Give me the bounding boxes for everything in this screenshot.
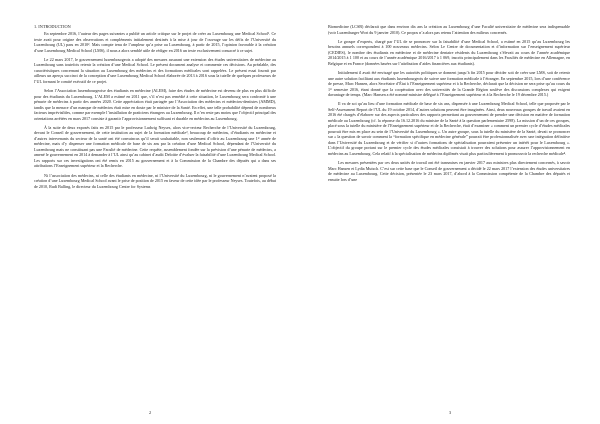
- paragraph: Ni l’association des médecins, ni celle des étudiants en médecine, ni l’Université du Luxembourg, ni le gouvernement n’avaient proposé la création d’une Luxembourg Medical School avant le prise de position de 2015 en faveur de cette idée par le professeur Neyses. Toutefois, au début de 2010, Rudi Balling, le directeur du Luxembourg Centre for Systems: [34, 172, 276, 189]
- paragraph: Il va de soi qu’au lieu d’une formation médicale de base de six ans, dispensée à une Luxembourg Medical School, telle que proposée par le Self-Assessment Report de l’UL du 19 octobre 2014, d’autres solutions peuvent être imaginées. Ainsi, deux nouveaux groupes de travail avaient en 2016 été chargés d’élaborer sur des aspects particuliers des rapports permettant au gouvernement de prendre une décision en matière de formation médicale au Luxembourg (cf. la réponse du 16.12.2016 du ministre de la Santé à la question parlementaire 2598). La mission d’un de ces groupes, placé sous la tutelle du ministère de l’Enseignement supérieur et de la Recherche, était d’examiner « comment un premier cycle d’études médicales pourrait être mis en place au sein de l’Université du Luxembourg ». Un autre groupe, sous la tutelle du ministère de la Santé, devait se prononcer sur « la question de savoir comment la “formation spécifique en médecine générale” pourrait être professionnalisée avec une intégration définitive dans l’Université du Luxembourg et de vérifier si d’autres formations de spécialisation pourraient présenter un intérêt pour le Luxembourg ». L’objectif du groupe portant sur le premier cycle des études médicales consistait à trouver des solutions pour assurer l’approvisionnement en médecins au Luxembourg. Cela relatif à la spécialisation de médecins diplômés visait plus particulièrement à promouvoir la recherche médicale⁴.: [328, 101, 570, 156]
- page-number: 2: [148, 410, 152, 415]
- right-page: [300, 0, 600, 424]
- paragraph: Le groupe d’experts, chargé par l’UL de se prononcer sur la faisabilité d’une Medical School, a estimé en 2015 qu’au Luxembourg les besoins annuels correspondent à 100 nouveaux médecins. Selon Le Centre de documentation et d’information sur l’enseignement supérieur (CEDIES), le nombre des étudiants en médecine et de médecine dentaire résidents du Luxembourg s’élevait au cours de l’année académique 2014/2015 à 1 100 et au cours de l’année académique 2016/2017 à 1 069, inscrits principalement dans les Facultés de médecine en Allemagne, en Belgique et en France (données basées sur l’attribution d’aides financières aux étudiants).: [328, 38, 570, 66]
- paragraph: À la suite de deux exposés faits en 2015 par le professeur Ludwig Neyses, alors vice-recteur Recherche de l’Université du Luxembourg, devant le Conseil de gouvernement, de cette institution au sujet de la formation médicale³, beaucoup de médecins, d’étudiants en médecine et d’autres intervenants du secteur de la santé ont été convaincus qu’il serait souhaitable, non seulement d’offrir au Luxembourg une 1ʳᵉ année de médecine, mais d’y dispenser une formation médicale de base de six ans par la création d’une Medical School, dépendant de l’Université du Luxembourg mais ne constituant pas une Faculté de médecine. Cette requête, assemblement fondée sur la prévision d’une pénurie de médecins, a amené le gouvernement en 2014 à demander à l’UL ainsi qu’au cabinet d’audit Deloitte d’évaluer la faisabilité d’une Luxembourg Medical School. Les rapports sur ces investigations ont été remis en 2015 au gouvernement et à la Commission de la Chambre des députés qui a dans ses attributions l’Enseignement supérieur et la Recherche.: [34, 124, 276, 169]
- section-heading: 1. INTRODUCTION: [34, 24, 71, 29]
- paragraph: Le 22 mars 2017, le gouvernement luxembourgeois a adopté des mesures assurant une extension des études universitaires de médecine au Luxembourg sans toutefois retenir la création d’une Medical School. Le présent document analyse et commente ces décisions. Au préalable, des caractéristiques concernant la situation au Luxembourg des médecins et des formations médicales sont rappelées. Le présent essai fournit par ailleurs un aperçu succinct de la conception d’une Luxembourg Medical School élaborée de 2013 à 2016 sous la tutelle de quelques professeurs de l’UL formant le comité exécutif de ce projet.: [34, 56, 276, 84]
- paragraph: Initialement il avait été envisagé que les autorités politiques se donnent jusqu’à fin 2015 pour décider soit de créer une LMS, soit de retenir une autre solution facilitant aux étudiants luxembourgeois de suivre une formation médicale à l’étranger. En septembre 2015, lors d’une conférence de presse, Marc Hansen, alors Secrétaire d’État à l’Enseignement supérieur et à la Recherche, déclarait que la décision ne sera prise qu’au cours du 1ᵉʳ semestre 2016, étant donné que la coopération avec des universités de la Grande Région soulève des discussions complexes qui exigent davantage de temps. (Marc Hansen a été nommé ministre délégué à l’Enseignement supérieur et à la Recherche le 19 décembre 2015.): [328, 70, 570, 98]
- paragraph: Selon l’Association luxembourgeoise des étudiants en médecine (ALEM), faire des études de médecine est devenu de plus en plus difficile pour des étudiants du Luxembourg. L’ALEM a estimé en 2011 que, s’il n’est pas remédié à cette situation, le Luxembourg sera confronté à une pénurie de médecins à partir des années 2020. Cette appréciation était partagée par l’Association des médecins et médecins-dentistes (AMMD), tandis que la menace d’un manque de médecins était mise en doute par le ministre de la Santé. En effet, une telle probabilité dépend de nombreux facteurs imprévisibles, comme par exemple l’installation de praticiens étrangers au Luxembourg. Il n’en reste pas moins que l’objectif principal des orientations arrêtées en mars 2017 consiste à garantir l’approvisionnement suffisant et durable en médecins au Luxembourg.: [34, 88, 276, 121]
- paragraph: Biomedicine (LCSB) déclarait que dans environ dix ans la création au Luxembourg d’une Faculté universitaire de médecine sera indispensable (voir Luxemburger Wort du 9 janvier 2010). Ce propos n’a alors pas retenu l’attention des milieux concernés.: [328, 24, 570, 35]
- left-page-body: [34, 31, 276, 189]
- paragraph: Les mesures présentées par ces deux unités de travail ont été transmises en janvier 2017 aux ministres plus directement concernés, à savoir Marc Hansen et Lydia Mutsch. C’est sur cette base que le Conseil de gouvernement a décidé le 22 mars 2017 l’extension des études universitaires de médecine au Luxembourg. Cette décision, présentée le 23 mars 2017, d’abord à la Commission compétente de la Chambre des députés et ensuite lors d’une: [328, 160, 570, 182]
- right-page-body: [328, 24, 570, 182]
- page-number: 3: [448, 410, 452, 415]
- paragraph: En septembre 2016, l’auteur des pages suivantes a publié un article critique sur le projet de créer au Luxembourg une Medical School¹. Ce texte avait pour origine des observations et compléments initialement destinés à la mise à jour de l’ouvrage sur les défis de l’Université du Luxembourg (UL) paru en 2010². Mais compte tenu de l’ampleur qu’a prise au Luxembourg, à partir de 2015, l’opinion favorable à la création d’une Luxembourg Medical School (LMS), il nous a alors semblé utile de rédiger en 2016 un texte exclusivement consacré à ce sujet.: [34, 31, 276, 53]
